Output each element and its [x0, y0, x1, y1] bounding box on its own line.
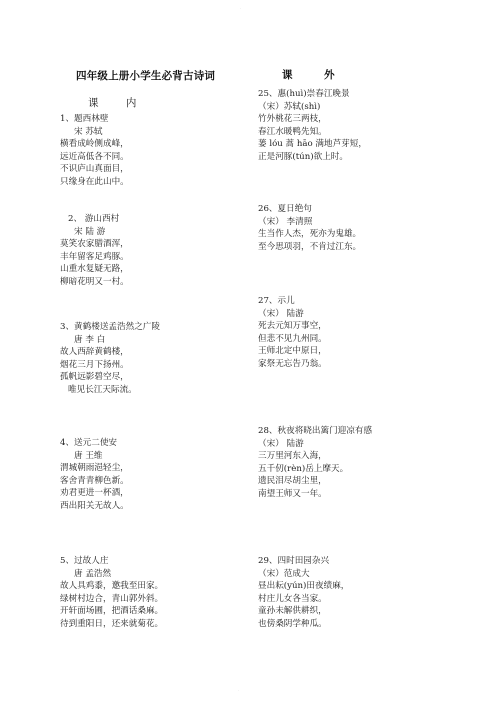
poem-title: 29、四时田园杂兴	[258, 556, 330, 566]
section-heading-inside: 课 内	[88, 97, 149, 109]
poem-line: 也傍桑阴学种瓜。	[258, 618, 327, 629]
poem-line: 山重水复疑无路，	[60, 264, 129, 275]
poem-line: 童孙未解供耕织，	[258, 606, 327, 617]
poem-3	[60, 321, 160, 397]
poem-line: 蒌 lóu 蒿 hāo 满地芦芽短，	[258, 139, 367, 150]
poem-25	[258, 88, 367, 164]
poem-title: 1、题西林壁	[60, 114, 109, 124]
poem-author: （宋） 陆游	[258, 438, 304, 449]
poem-26	[258, 203, 361, 253]
poem-title: 25、惠(huì)崇春江晚景	[258, 89, 350, 99]
poem-author: 唐 李 白	[74, 334, 106, 345]
poem-line: 正是河豚(tún)欲上时。	[258, 151, 348, 162]
poem-line: 西出阳关无故人。	[60, 500, 129, 511]
poem-line: 但悲不见九州同。	[258, 333, 327, 344]
poem-author: 宋 苏轼	[74, 126, 103, 137]
poem-line: 死去元知万事空，	[258, 321, 327, 332]
poem-author: 唐 王维	[74, 450, 103, 461]
poem-author: （宋）苏轼(shì)	[258, 101, 321, 112]
poem-line: 昼出耘(yún)田夜绩麻，	[258, 581, 350, 592]
poem-line: 劝君更进一杯酒，	[60, 488, 129, 499]
poem-title: 4、送元二使安	[60, 438, 118, 448]
poem-4	[60, 437, 129, 513]
poem-line: 不识庐山真面目，	[60, 164, 129, 175]
poem-line: 客舍青青柳色新。	[60, 475, 129, 486]
poem-title: 27、示儿	[258, 296, 295, 306]
poem-title: 3、黄鹤楼送孟浩然之广陵	[60, 322, 160, 332]
poem-author: （宋） 李清照	[258, 216, 313, 227]
poem-line: 柳暗花明又一村。	[60, 276, 129, 287]
poem-line: 春江水暖鸭先知。	[258, 126, 327, 137]
poem-line: 待到重阳日，还来就菊花。	[60, 618, 164, 629]
poem-line: 只缘身在此山中。	[60, 176, 129, 187]
poem-line: 村庄儿女各当家。	[258, 593, 327, 604]
section-heading-outside: 课 外	[282, 69, 349, 81]
poem-author: 唐 孟浩然	[74, 568, 112, 579]
poem-line: 远近高低各不同。	[60, 151, 129, 162]
poem-27	[258, 295, 327, 371]
poem-line: 南望王师又一年。	[258, 488, 327, 499]
poem-line: 故人具鸡黍，邀我至田家。	[60, 581, 164, 592]
poem-title: 2、 游山西村	[68, 214, 120, 224]
poem-28	[258, 425, 372, 501]
poem-line: 唯见长江天际流。	[68, 384, 137, 395]
poem-line: 丰年留客足鸡豚。	[60, 251, 129, 262]
poem-line: 横看成岭侧成峰，	[60, 139, 129, 150]
poem-2	[60, 213, 129, 289]
poem-line: 莫笑农家腊酒浑，	[60, 239, 129, 250]
poem-author: （宋）范成大	[258, 568, 310, 579]
poem-line: 至今思项羽，不肯过江东。	[258, 241, 362, 252]
document-title: 四年级上册小学生必背古诗词	[76, 70, 216, 82]
poem-author: 宋 陆 游	[74, 226, 106, 237]
poem-author: （宋） 陆游	[258, 308, 304, 319]
poem-line: 烟花三月下扬州。	[60, 359, 129, 370]
poem-line: 故人西辞黄鹤楼，	[60, 347, 129, 358]
poem-line: 五千仞(rèn)岳上摩天。	[258, 463, 349, 474]
poem-line: 三万里河东入海，	[258, 451, 327, 462]
watermark-bottom: ·	[238, 688, 240, 693]
poem-line: 生当作人杰，死亦为鬼雄。	[258, 229, 362, 240]
poem-line: 王师北定中原日，	[258, 346, 327, 357]
poem-title: 26、夏日绝句	[258, 204, 312, 214]
poem-line: 渭城朝雨浥轻尘，	[60, 463, 129, 474]
poem-1	[60, 113, 129, 189]
poem-line: 绿树村边合，青山郭外斜。	[60, 593, 164, 604]
poem-line: 孤帆远影碧空尽，	[60, 372, 129, 383]
poem-line: 开轩面场圃，把酒话桑麻。	[60, 606, 164, 617]
poem-29	[258, 555, 349, 631]
poem-line: 竹外桃花三两枝，	[258, 114, 327, 125]
poem-line: 家祭无忘告乃翁。	[258, 358, 327, 369]
poem-line: 遗民泪尽胡尘里，	[258, 476, 327, 487]
poem-title: 28、秋夜将晓出篱门迎凉有感	[258, 426, 373, 436]
watermark-top: ·	[240, 6, 242, 11]
poem-5	[60, 555, 163, 631]
poem-title: 5、过故人庄	[60, 556, 109, 566]
